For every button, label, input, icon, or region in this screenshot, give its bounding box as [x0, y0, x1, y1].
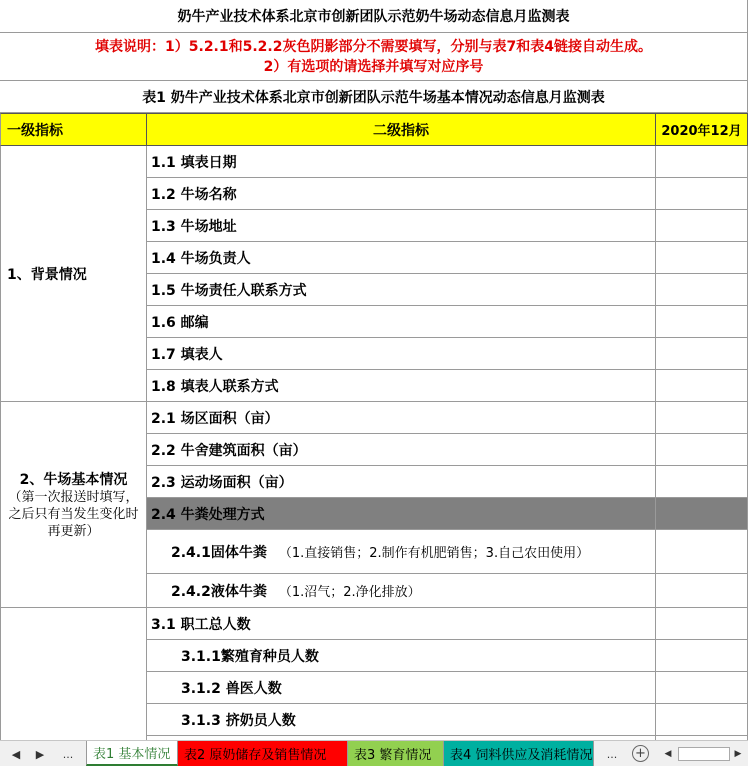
value-cell[interactable] — [656, 704, 748, 736]
table-title[interactable]: 表1 奶牛产业技术体系北京市创新团队示范牛场基本情况动态信息月监测表 — [0, 81, 748, 113]
sheet-title[interactable]: 奶牛产业技术体系北京市创新团队示范奶牛场动态信息月监测表 — [0, 0, 748, 33]
section-farm-basics-label: 2、牛场基本情况 — [19, 472, 128, 488]
row-solid-manure-label: 2.4.1固体牛粪 — [171, 544, 267, 561]
header-secondary-indicator[interactable]: 二级指标 — [147, 113, 656, 146]
scrollbar-right-icon[interactable]: ▶ — [734, 749, 742, 759]
value-cell[interactable] — [656, 574, 748, 608]
row-liquid-manure-options: （1.沼气；2.净化排放） — [278, 585, 421, 600]
section-background-label: 1、背景情况 — [7, 266, 87, 283]
header-primary-indicator[interactable]: 一级指标 — [0, 113, 147, 146]
row-milker-staff[interactable]: 3.1.3 挤奶员人数 — [147, 704, 656, 736]
scrollbar-left-icon[interactable]: ◀ — [664, 749, 672, 759]
row-postcode[interactable]: 1.6 邮编 — [147, 306, 656, 338]
row-breeding-staff[interactable]: 3.1.1繁殖育种员人数 — [147, 640, 656, 672]
section-farm-basics[interactable] — [0, 402, 147, 608]
row-farm-name[interactable]: 1.2 牛场名称 — [147, 178, 656, 210]
value-cell[interactable] — [656, 146, 748, 178]
value-cell[interactable] — [656, 274, 748, 306]
row-liquid-manure-label: 2.4.2液体牛粪 — [171, 583, 267, 600]
instruction-line-1: 填表说明：1）5.2.1和5.2.2灰色阴影部分不需要填写，分别与表7和表4链接自动生成。 — [95, 38, 652, 55]
scroll-right-icon[interactable]: ▶ — [35, 747, 45, 761]
value-cell[interactable] — [656, 242, 748, 274]
section-background[interactable] — [0, 146, 147, 402]
horizontal-scrollbar[interactable] — [678, 747, 730, 761]
value-cell[interactable] — [656, 434, 748, 466]
tab-milk-storage-sales[interactable]: 表2 原奶储存及销售情况 — [178, 741, 348, 766]
value-cell[interactable] — [656, 608, 748, 640]
value-cell[interactable] — [656, 210, 748, 242]
more-tabs-left[interactable]: ... — [62, 747, 74, 761]
header-month[interactable]: 2020年12月 — [656, 113, 748, 146]
row-vet-staff[interactable]: 3.1.2 兽医人数 — [147, 672, 656, 704]
row-total-staff[interactable]: 3.1 职工总人数 — [147, 608, 656, 640]
row-filler-contact[interactable]: 1.8 填表人联系方式 — [147, 370, 656, 402]
value-cell[interactable] — [656, 178, 748, 210]
row-filler[interactable]: 1.7 填表人 — [147, 338, 656, 370]
value-cell[interactable] — [656, 672, 748, 704]
fill-instructions[interactable] — [0, 33, 748, 81]
value-cell[interactable] — [656, 640, 748, 672]
value-cell[interactable] — [656, 530, 748, 574]
row-manure-method[interactable]: 2.4 牛粪处理方式 — [147, 498, 656, 530]
row-exercise-area[interactable]: 2.3 运动场面积（亩） — [147, 466, 656, 498]
sheet-tab-bar — [0, 740, 748, 766]
value-cell[interactable] — [656, 466, 748, 498]
value-cell[interactable] — [656, 338, 748, 370]
instruction-line-2: 2）有选项的请选择并填写对应序号 — [263, 58, 484, 75]
value-cell[interactable] — [656, 402, 748, 434]
tab-breeding[interactable]: 表3 繁育情况 — [348, 741, 444, 766]
row-farm-manager[interactable]: 1.4 牛场负责人 — [147, 242, 656, 274]
section-farm-basics-note: （第一次报送时填写，之后只有当发生变化时再更新） — [8, 490, 139, 539]
value-cell[interactable] — [656, 306, 748, 338]
row-farm-address[interactable]: 1.3 牛场地址 — [147, 210, 656, 242]
row-barn-area[interactable]: 2.2 牛舍建筑面积（亩） — [147, 434, 656, 466]
row-liquid-manure[interactable] — [147, 574, 656, 608]
section-staff[interactable] — [0, 608, 147, 740]
value-cell-shaded[interactable] — [656, 498, 748, 530]
more-tabs-right[interactable]: ... — [606, 747, 618, 761]
add-sheet-icon[interactable]: + — [632, 745, 649, 762]
scroll-left-icon[interactable]: ◀ — [11, 747, 21, 761]
row-solid-manure[interactable] — [147, 530, 656, 574]
row-fill-date[interactable]: 1.1 填表日期 — [147, 146, 656, 178]
tab-feed-supply[interactable]: 表4 饲料供应及消耗情况 — [444, 741, 594, 766]
row-manager-contact[interactable]: 1.5 牛场责任人联系方式 — [147, 274, 656, 306]
row-solid-manure-options: （1.直接销售；2.制作有机肥销售；3.自己农田使用） — [278, 546, 590, 561]
row-site-area[interactable]: 2.1 场区面积（亩） — [147, 402, 656, 434]
tab-basic-info[interactable]: 表1 基本情况 — [86, 741, 178, 766]
value-cell[interactable] — [656, 370, 748, 402]
